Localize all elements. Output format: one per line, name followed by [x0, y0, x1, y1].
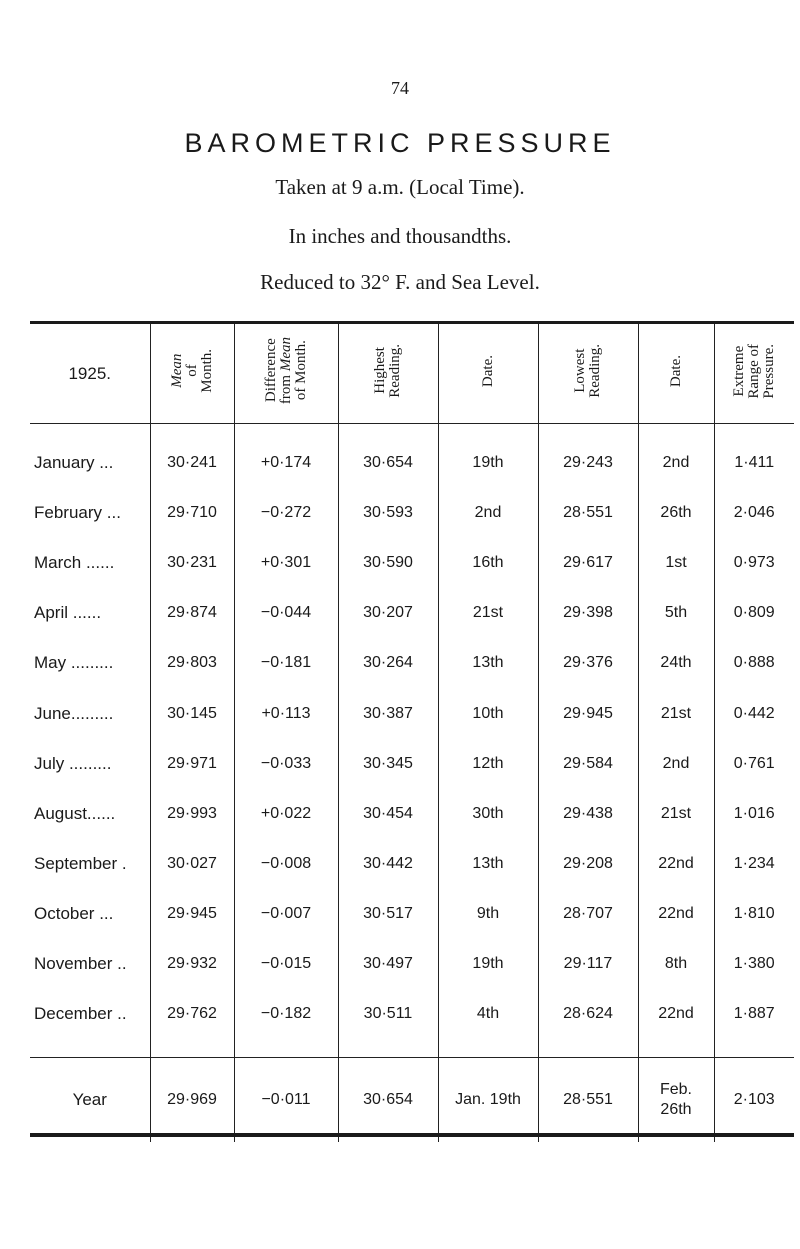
difference-value: −0·182 — [234, 989, 338, 1039]
table-row — [30, 638, 794, 688]
difference-value: −0·008 — [234, 839, 338, 889]
lowest-reading: 29·617 — [538, 538, 638, 588]
highest-reading: 30·454 — [338, 789, 438, 839]
highest-reading: 30·264 — [338, 638, 438, 688]
header-mean: Mean of Month. — [150, 324, 234, 424]
subtitle-units: In inches and thousandths. — [288, 224, 512, 248]
difference-value: +0·174 — [234, 438, 338, 488]
page-title: BAROMETRIC PRESSURE — [184, 128, 616, 158]
extreme-range: 0·761 — [714, 739, 794, 789]
highest-reading: 30·654 — [338, 438, 438, 488]
lowest-date: 2nd — [638, 739, 714, 789]
month-name: March ...... — [34, 553, 115, 573]
subtitle-reduction: Reduced to 32° F. and Sea Level. — [260, 270, 540, 294]
year-label: Year — [72, 1090, 107, 1110]
mean-value: 29·710 — [150, 488, 234, 538]
mean-value: 30·241 — [150, 438, 234, 488]
table-row — [30, 438, 794, 488]
month-name: June......... — [34, 703, 114, 723]
year-range: 2·103 — [714, 1058, 794, 1143]
month-name: October ... — [34, 903, 114, 923]
difference-value: +0·113 — [234, 688, 338, 738]
lowest-reading: 29·438 — [538, 789, 638, 839]
highest-date: 16th — [438, 538, 538, 588]
difference-value: −0·007 — [234, 889, 338, 939]
year-highest: 30·654 — [338, 1058, 438, 1143]
lowest-reading: 29·117 — [538, 939, 638, 989]
difference-value: −0·044 — [234, 588, 338, 638]
header-highest: Highest Reading. — [338, 324, 438, 424]
year-lowest: 28·551 — [538, 1058, 638, 1143]
extreme-range: 1·887 — [714, 989, 794, 1039]
lowest-date: 22nd — [638, 839, 714, 889]
mean-value: 30·231 — [150, 538, 234, 588]
month-name: February ... — [34, 503, 121, 523]
table-row — [30, 789, 794, 839]
table-row — [30, 488, 794, 538]
table-row-year — [30, 1058, 794, 1143]
highest-reading: 30·442 — [338, 839, 438, 889]
table-row — [30, 538, 794, 588]
month-name: August...... — [34, 803, 116, 823]
month-name: April ...... — [34, 603, 102, 623]
mean-value: 30·027 — [150, 839, 234, 889]
extreme-range: 1·411 — [714, 438, 794, 488]
mean-value: 29·803 — [150, 638, 234, 688]
month-name: May ......... — [34, 653, 114, 673]
month-name: November .. — [34, 953, 127, 973]
pressure-table — [30, 324, 794, 1142]
highest-date: 4th — [438, 989, 538, 1039]
header-range: Extreme Range of Pressure. — [714, 324, 794, 424]
extreme-range: 2·046 — [714, 488, 794, 538]
highest-date: 30th — [438, 789, 538, 839]
highest-reading: 30·207 — [338, 588, 438, 638]
table-row — [30, 739, 794, 789]
lowest-reading: 29·398 — [538, 588, 638, 638]
lowest-date: 22nd — [638, 889, 714, 939]
difference-value: +0·022 — [234, 789, 338, 839]
subtitle-time: Taken at 9 a.m. (Local Time). — [275, 175, 525, 199]
lowest-reading: 28·624 — [538, 989, 638, 1039]
difference-value: +0·301 — [234, 538, 338, 588]
table-row — [30, 939, 794, 989]
highest-date: 13th — [438, 839, 538, 889]
table-header-row — [30, 324, 794, 424]
lowest-reading: 28·707 — [538, 889, 638, 939]
table-row — [30, 688, 794, 738]
highest-date: 12th — [438, 739, 538, 789]
difference-value: −0·033 — [234, 739, 338, 789]
extreme-range: 1·380 — [714, 939, 794, 989]
lowest-reading: 29·243 — [538, 438, 638, 488]
lowest-date: 22nd — [638, 989, 714, 1039]
extreme-range: 1·016 — [714, 789, 794, 839]
month-name: January ... — [34, 453, 114, 473]
extreme-range: 1·810 — [714, 889, 794, 939]
month-name: July ......... — [34, 753, 112, 773]
highest-reading: 30·387 — [338, 688, 438, 738]
page-number: 74 — [391, 78, 409, 98]
table-bottom-rule — [30, 1133, 794, 1137]
lowest-reading: 29·376 — [538, 638, 638, 688]
month-name: September . — [34, 853, 127, 873]
mean-value: 29·945 — [150, 889, 234, 939]
extreme-range: 1·234 — [714, 839, 794, 889]
difference-value: −0·181 — [234, 638, 338, 688]
lowest-date: 1st — [638, 538, 714, 588]
highest-date: 21st — [438, 588, 538, 638]
highest-reading: 30·345 — [338, 739, 438, 789]
highest-date: 19th — [438, 939, 538, 989]
highest-reading: 30·517 — [338, 889, 438, 939]
lowest-reading: 29·945 — [538, 688, 638, 738]
header-year: 1925. — [30, 324, 150, 424]
difference-value: −0·272 — [234, 488, 338, 538]
extreme-range: 0·809 — [714, 588, 794, 638]
lowest-date: 26th — [638, 488, 714, 538]
lowest-date: 2nd — [638, 438, 714, 488]
table-row — [30, 889, 794, 939]
highest-date: 9th — [438, 889, 538, 939]
header-difference: Difference from Mean of Month. — [234, 324, 338, 424]
highest-date: 10th — [438, 688, 538, 738]
lowest-reading: 29·208 — [538, 839, 638, 889]
difference-value: −0·015 — [234, 939, 338, 989]
year-mean: 29·969 — [150, 1058, 234, 1143]
highest-reading: 30·593 — [338, 488, 438, 538]
highest-reading: 30·590 — [338, 538, 438, 588]
table-row — [30, 588, 794, 638]
lowest-date: 21st — [638, 688, 714, 738]
extreme-range: 0·442 — [714, 688, 794, 738]
header-lowest: Lowest Reading. — [538, 324, 638, 424]
lowest-date: 24th — [638, 638, 714, 688]
mean-value: 29·971 — [150, 739, 234, 789]
lowest-reading: 29·584 — [538, 739, 638, 789]
highest-reading: 30·511 — [338, 989, 438, 1039]
mean-value: 29·762 — [150, 989, 234, 1039]
lowest-date: 5th — [638, 588, 714, 638]
mean-value: 29·993 — [150, 789, 234, 839]
extreme-range: 0·888 — [714, 638, 794, 688]
extreme-range: 0·973 — [714, 538, 794, 588]
header-date-low: Date. — [638, 324, 714, 424]
lowest-reading: 28·551 — [538, 488, 638, 538]
lowest-date: 21st — [638, 789, 714, 839]
year-highest-date: Jan. 19th — [438, 1058, 538, 1143]
lowest-date: 8th — [638, 939, 714, 989]
highest-date: 2nd — [438, 488, 538, 538]
month-name: December .. — [34, 1004, 127, 1024]
mean-value: 29·874 — [150, 588, 234, 638]
table-row — [30, 989, 794, 1039]
year-lowest-date: Feb. 26th — [638, 1058, 714, 1143]
highest-reading: 30·497 — [338, 939, 438, 989]
mean-value: 30·145 — [150, 688, 234, 738]
table-row — [30, 839, 794, 889]
highest-date: 13th — [438, 638, 538, 688]
header-date-high: Date. — [438, 324, 538, 424]
year-difference: −0·011 — [234, 1058, 338, 1143]
highest-date: 19th — [438, 438, 538, 488]
mean-value: 29·932 — [150, 939, 234, 989]
